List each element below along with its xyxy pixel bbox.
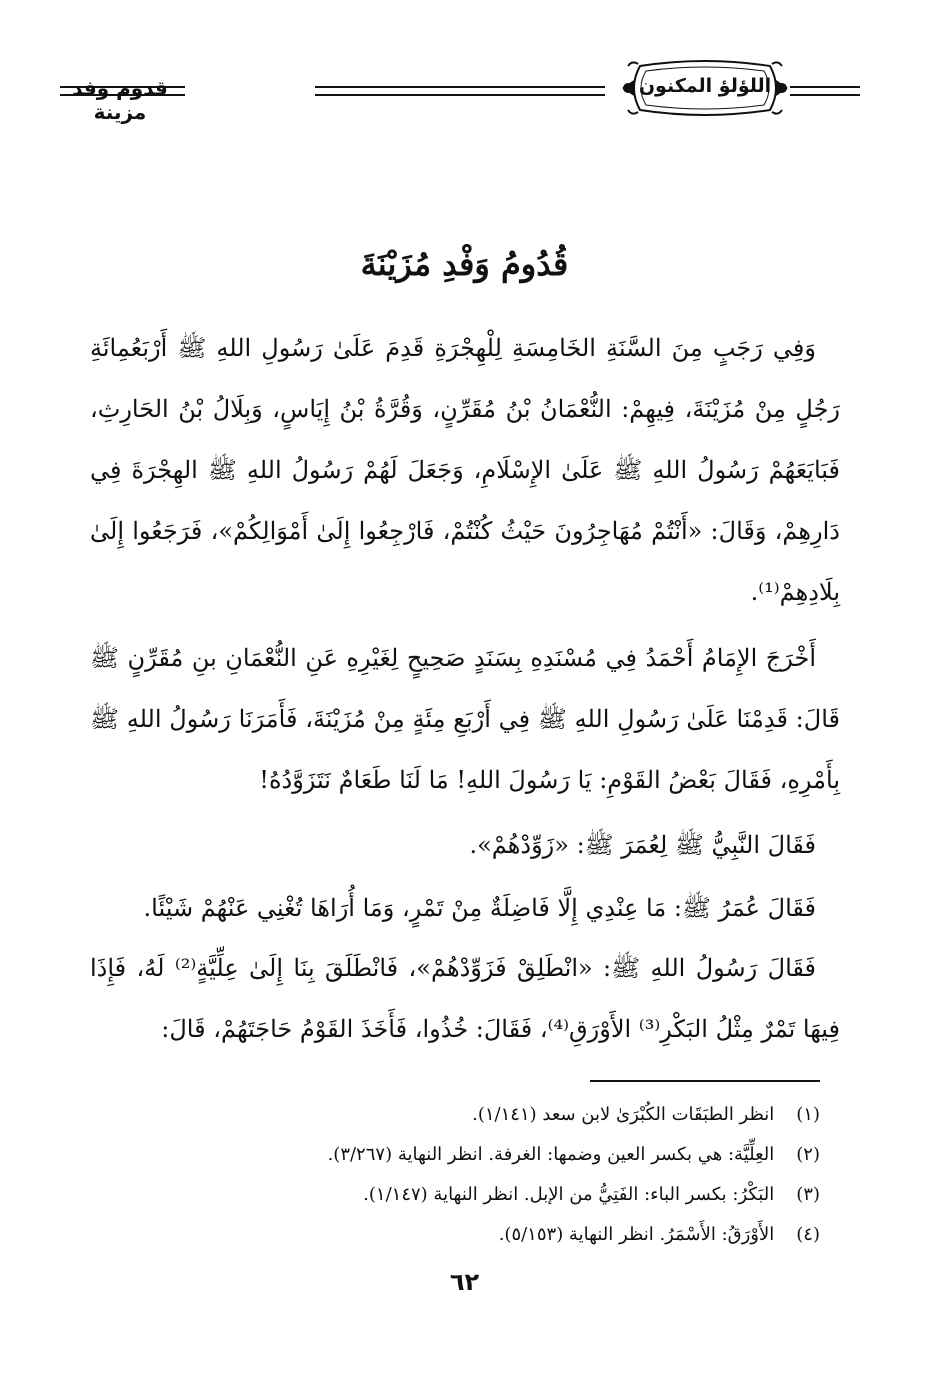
footnote-text: البَكْرُ: بكسر الباء: الفَتِيُّ من الإبل. انظر النهاية (١/١٤٧).: [363, 1184, 775, 1205]
footnote-number: (١): [796, 1104, 820, 1125]
footnotes: [90, 1095, 820, 1255]
footnote-number: (٤): [796, 1224, 820, 1245]
footnote: [90, 1135, 820, 1175]
footnote-number: (٢): [796, 1144, 820, 1165]
footnote: [90, 1095, 820, 1135]
paragraph: فَقَالَ النَّبِيُّ ﷺ لِعُمَرَ ﷺ: «زَوِّدْهُمْ».: [469, 831, 816, 859]
page-header: [60, 58, 860, 128]
footnote-text: الأَوْرَقُ: الأَسْمَرُ. انظر النهاية (٥/١٥٣).: [498, 1224, 775, 1245]
footnote-text: العِلِّيَّة: هي بكسر العين وضمها: الغرفة. انظر النهاية (٣/٢٦٧).: [327, 1144, 775, 1165]
book-title: اللؤلؤ المكنون: [638, 75, 772, 97]
section-title: قُدُومُ وَفْدِ مُزَيْنَةَ: [360, 245, 569, 283]
footnote: [90, 1215, 820, 1255]
paragraph: فَقَالَ رَسُولُ اللهِ ﷺ: «انْطَلِقْ فَزَوِّدْهُمْ»، فَانْطَلَقَ بِنَا إِلَىٰ عِلِّيَّةٍ⁽²⁾ لَهُ، فَإِذَا فِيهَا تَمْرٌ مِثْلُ البَكْرِ⁽³⁾ الأَوْرَقِ⁽⁴⁾، فَقَالَ: خُذُوا، فَأَخَذَ القَوْمُ حَاجَتَهُمْ، قَالَ:: [90, 954, 840, 1043]
paragraph: فَقَالَ عُمَرُ ﷺ: مَا عِنْدِي إِلَّا فَاضِلَةٌ مِنْ تَمْرٍ، وَمَا أُرَاهَا تُغْنِي عَنْهُمْ شَيْئًا.: [143, 894, 816, 922]
footnote-text: انظر الطبَقَات الكُبْرَىٰ لابن سعد (١/١٤١).: [472, 1104, 775, 1125]
book-title-ornament: [620, 58, 790, 118]
footnote: [90, 1175, 820, 1215]
header-rule: [315, 86, 605, 96]
paragraph: وَفِي رَجَبٍ مِنَ السَّنَةِ الخَامِسَةِ لِلْهِجْرَةِ قَدِمَ عَلَىٰ رَسُولِ اللهِ ﷺ أَرْبَعُمِائَةِ رَجُلٍ مِنْ مُزَيْنَةَ، فِيهِمْ: النُّعْمَانُ بْنُ مُقَرِّنٍ، وَقُرَّةُ بْنُ إِيَاسٍ، وَبِلَالُ بْنُ الحَارِثِ، فَبَايَعَهُمْ رَسُولُ اللهِ ﷺ عَلَىٰ الإِسْلَامِ، وَجَعَلَ لَهُمْ رَسُولُ اللهِ ﷺ الهِجْرَةَ فِي دَارِهِمْ، وَقَالَ: «أَنْتُمْ مُهَاجِرُونَ حَيْثُ كُنْتُمْ، فَارْجِعُوا إِلَىٰ أَمْوَالِكُمْ»، فَرَجَعُوا إِلَىٰ بِلَادِهِمْ⁽¹⁾.: [90, 334, 840, 606]
header-rule: [790, 86, 860, 96]
page-number: ٦٢: [449, 1268, 480, 1296]
paragraph: أَخْرَجَ الإِمَامُ أَحْمَدُ فِي مُسْنَدِهِ بِسَنَدٍ صَحِيحٍ لِغَيْرِهِ عَنِ النُّعْمَانِ بنِ مُقَرِّنٍ ﷺ قَالَ: قَدِمْنَا عَلَىٰ رَسُولِ اللهِ ﷺ فِي أَرْبَعِ مِئَةٍ مِنْ مُزَيْنَةَ، فَأَمَرَنَا رَسُولُ اللهِ ﷺ بِأَمْرِهِ، فَقَالَ بَعْضُ القَوْمِ: يَا رَسُولَ اللهِ! مَا لَنَا طَعَامٌ نَتَزَوَّدُهُ!: [90, 644, 840, 794]
chapter-title: قدوم وفد مزينة: [72, 76, 168, 124]
footnote-number: (٣): [796, 1184, 820, 1205]
